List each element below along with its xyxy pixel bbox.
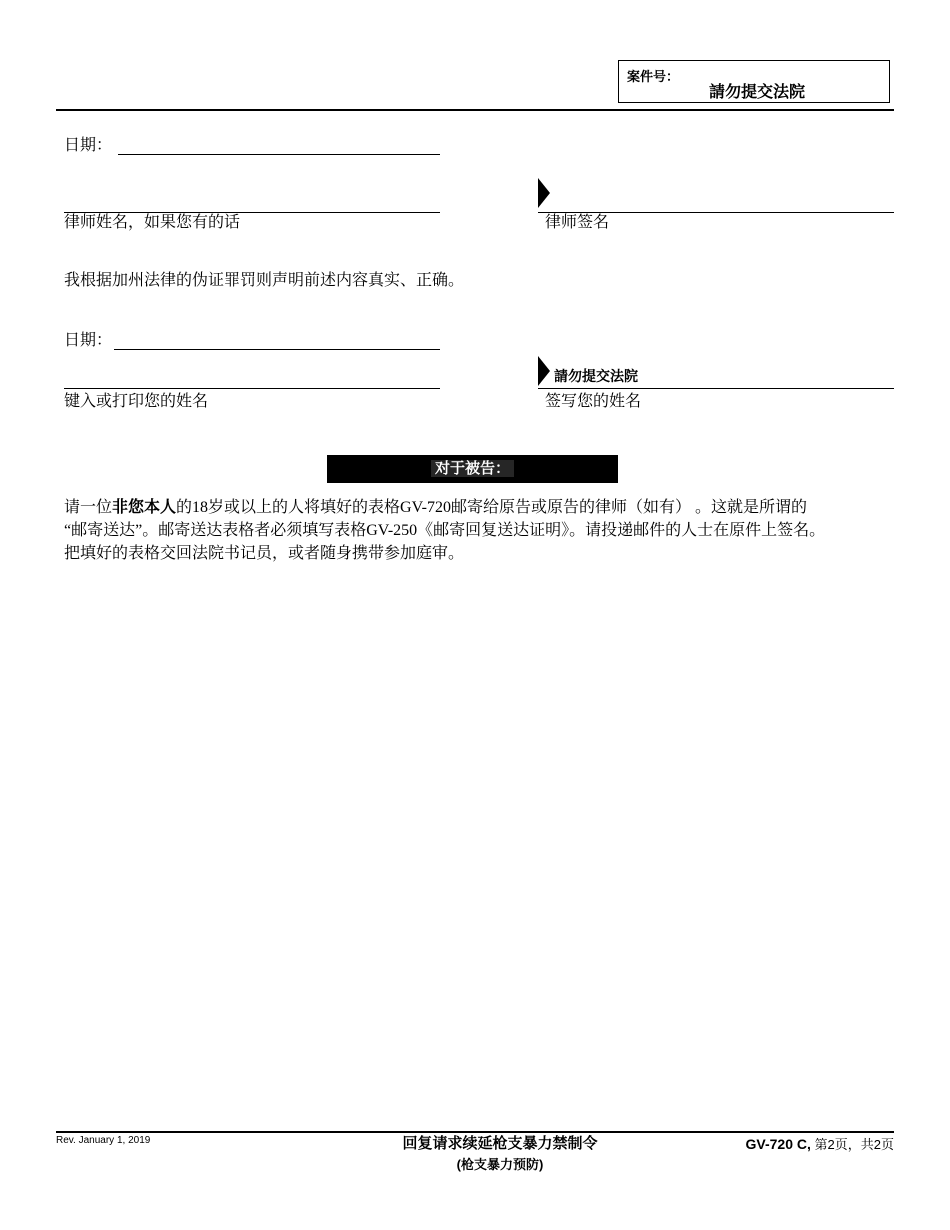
- form-subtitle: (枪支暴力预防): [456, 1157, 544, 1172]
- declaration-date-field[interactable]: [114, 349, 440, 350]
- respondent-banner-text: 对于被告：: [431, 460, 514, 477]
- header-rule: [56, 109, 894, 111]
- instructions-line-1b: 的18岁或以上的人将填好的表格GV-720邮寄给原告或原告的律师（如有） 。这就是所谓的: [176, 499, 808, 516]
- declaration-signature-caption: 签写您的姓名: [545, 393, 642, 410]
- declaration-statement: 我根据加州法律的伪证罪罚则声明前述内容真实、正确。: [64, 272, 465, 289]
- attorney-signature-caption: 律师签名: [545, 214, 610, 231]
- declaration-date-label: 日期：: [64, 332, 113, 349]
- signature-arrow-icon: [538, 356, 550, 386]
- respondent-banner: [327, 455, 618, 483]
- declaration-signature-value[interactable]: 請勿提交法院: [554, 368, 638, 384]
- instructions-line-2: “邮寄送达”。邮寄送达表格者必须填写表格GV-250《邮寄回复送达证明》。请投递邮件的人士在原件上签名。: [64, 522, 826, 539]
- typed-name-field[interactable]: [64, 388, 440, 389]
- attorney-date-field[interactable]: [118, 154, 440, 155]
- revision-date: Rev. January 1, 2019: [56, 1135, 151, 1146]
- respondent-instructions: [64, 496, 900, 565]
- form-code: GV-720 C,: [745, 1136, 811, 1152]
- form-number: [746, 1134, 894, 1153]
- instructions-emphasis: 非您本人: [112, 499, 177, 516]
- signature-arrow-icon: [538, 178, 550, 208]
- case-number-value[interactable]: 請勿提交法院: [709, 84, 806, 101]
- instructions-line-3: 把填好的表格交回法院书记员，或者随身携带参加庭审。: [64, 545, 465, 562]
- form-title: 回复请求续延枪支暴力禁制令: [402, 1135, 598, 1152]
- page-info: 第2页，共2页: [814, 1137, 894, 1152]
- instructions-line-1a: 请一位: [64, 499, 113, 516]
- instructions-line-1: [64, 496, 900, 519]
- case-number-label: 案件号：: [627, 69, 680, 84]
- attorney-date-label: 日期：: [64, 137, 113, 154]
- case-number-box: [618, 60, 890, 103]
- typed-name-caption: 键入或打印您的姓名: [64, 393, 209, 410]
- declaration-signature-field[interactable]: [538, 388, 894, 389]
- attorney-name-caption: 律师姓名，如果您有的话: [64, 214, 241, 231]
- footer-rule: [56, 1131, 894, 1133]
